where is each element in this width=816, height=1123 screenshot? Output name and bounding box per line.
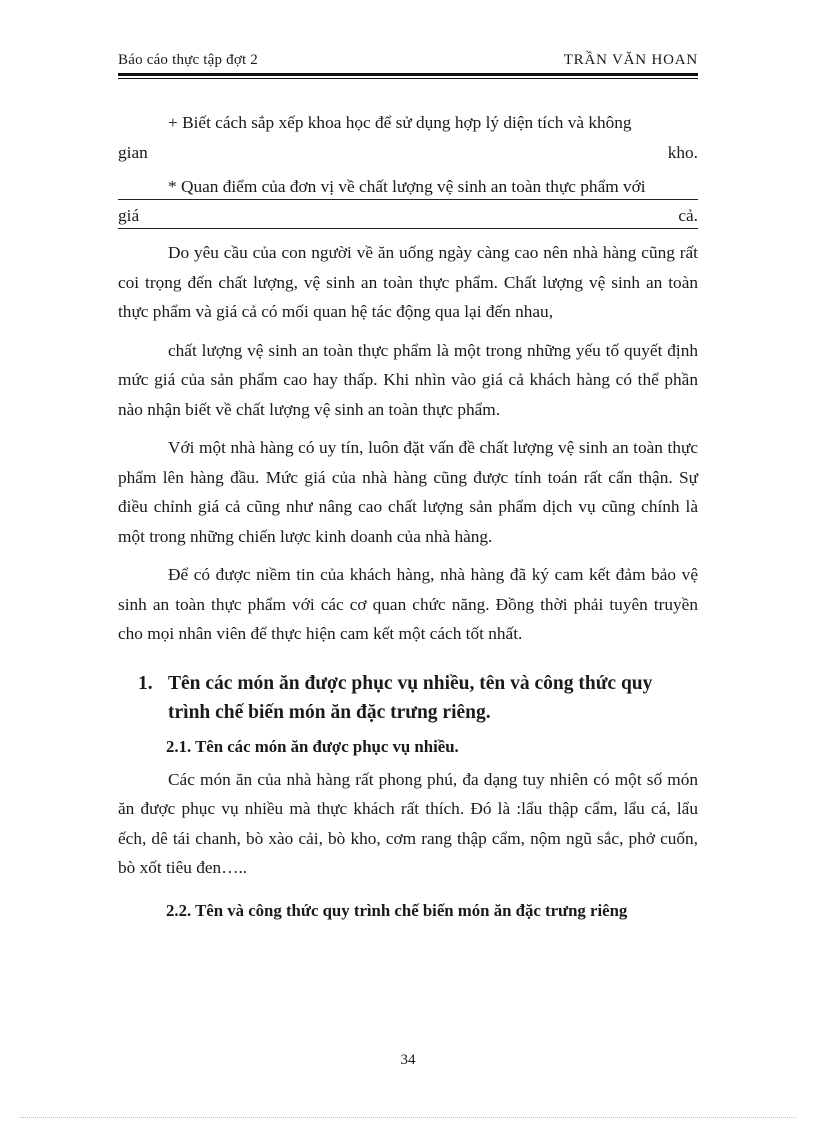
page-bottom-divider [20,1117,796,1118]
paragraph-price-factor: chất lượng vệ sinh an toàn thực phẩm là một trong những yếu tố quyết định mức giá của sản phẩm cao hay thấp. Khi nhìn vào giá cả khách hàng có thể phần nào nhận biết về chất lượng vệ sinh an toàn thực phẩm. [118,340,698,419]
storage-line2-right: kho. [667,142,698,162]
page-content [118,108,698,925]
paragraph-storage-line2 [118,138,698,168]
quality-line2-left: giá [118,206,140,225]
section-number: 1. [138,672,153,694]
header-author-name: TRẦN VĂN HOAN [563,52,698,68]
paragraph-dishes: Các món ăn của nhà hàng rất phong phú, đa dạng tuy nhiên có một số món ăn được phục vụ nhiều mà thực khách rất thích. Đó là :lẩu thập cẩm, lẩu cá, lẩu ếch, dê tái chanh, bò xào cải, bò kho, cơm rang thập cẩm, nộm ngũ sắc, phở cuốn, bò xốt tiêu đen….. [118,769,698,877]
subsection-heading-2-2: 2.2. Tên và công thức quy trình chế biến món ăn đặc trưng riêng [166,900,628,920]
paragraph-commitment: Để có được niềm tin của khách hàng, nhà hàng đã ký cam kết đảm bảo vệ sinh an toàn thực phẩm với các cơ quan chức năng. Đồng thời phải tuyên truyền cho mọi nhân viên để thực hiện cam kết một cách tốt nhất. [118,565,698,643]
subheading-quality-line2 [118,200,698,229]
subsection-heading-2-1: 2.1. Tên các món ăn được phục vụ nhiều. [166,736,459,756]
header-rule-thin [118,78,698,79]
section-heading-1 [118,669,668,727]
quality-line2-right: cả. [678,206,698,225]
paragraph-reputation: Với một nhà hàng có uy tín, luôn đặt vấn đề chất lượng vệ sinh an toàn thực phẩm lên hàng đầu. Mức giá của nhà hàng cũng được tính toán rất cẩn thận. Sự điều chỉnh giá cả cũng như nâng cao chất lượng sản phẩm dịch vụ cũng chính là một trong những chiến lược kinh doanh của nhà hàng. [118,438,698,546]
paragraph-demand: Do yêu cầu của con người về ăn uống ngày càng cao nên nhà hàng cũng rất coi trọng đến chất lượng, vệ sinh an toàn thực phẩm. Chất lượng vệ sinh an toàn thực phẩm và giá cả có mối quan hệ tác động qua lại đến nhau, [118,243,698,321]
page-number: 34 [400,1052,416,1068]
paragraph-storage-line1: + Biết cách sắp xếp khoa học để sử dụng hợp lý diện tích và không [168,113,632,132]
storage-line2-left: gian [118,142,148,162]
header-rule-thick [118,73,698,76]
section-title: Tên các món ăn được phục vụ nhiều, tên và công thức quy trình chế biến món ăn đặc trưng riêng. [168,672,653,723]
subheading-quality-line1: * Quan điểm của đơn vị về chất lượng vệ sinh an toàn thực phẩm với [118,171,698,200]
header-report-title: Báo cáo thực tập đợt 2 [118,52,259,68]
